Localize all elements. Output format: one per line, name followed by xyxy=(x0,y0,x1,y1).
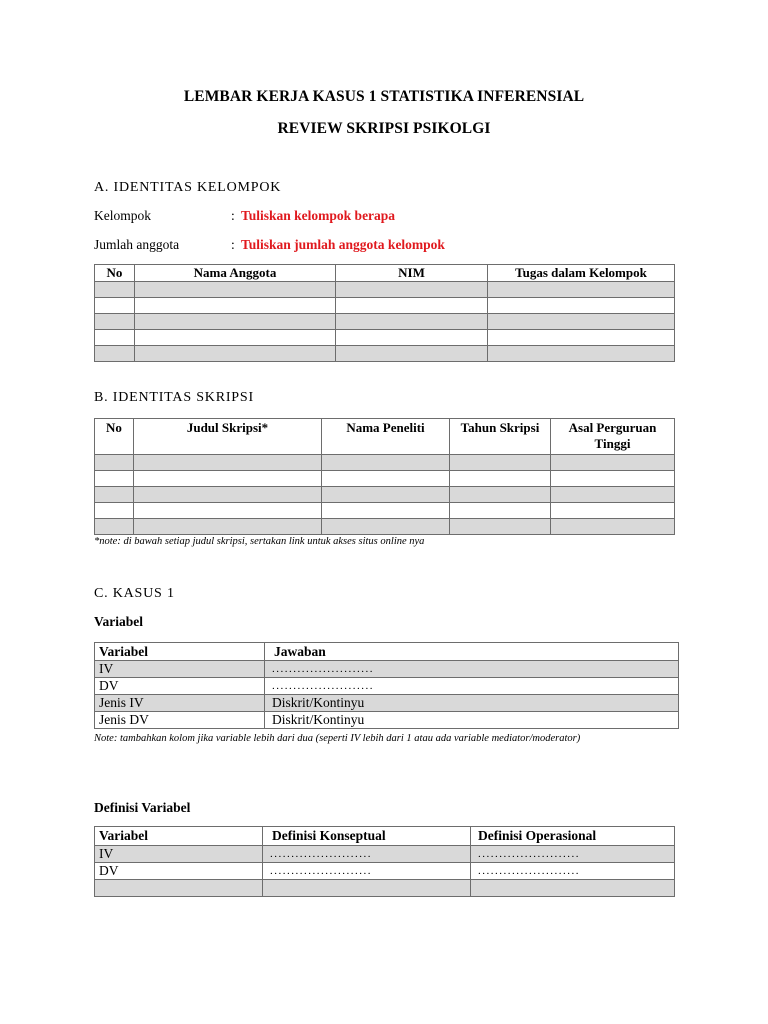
answer-cell[interactable]: ........................ xyxy=(263,846,471,863)
table-cell[interactable] xyxy=(134,471,322,487)
table-cell[interactable] xyxy=(336,298,488,314)
column-header: Asal Perguruan Tinggi xyxy=(551,419,675,455)
table-cell[interactable] xyxy=(95,282,135,298)
table-cell[interactable] xyxy=(322,519,450,535)
field-colon: : xyxy=(231,237,235,252)
column-header: Nama Peneliti xyxy=(322,419,450,455)
section-b-heading: B. IDENTITAS SKRIPSI xyxy=(94,390,254,405)
column-header: Variabel xyxy=(95,827,263,846)
column-header: No xyxy=(95,419,134,455)
table-cell[interactable] xyxy=(95,503,134,519)
column-header: Definisi Operasional xyxy=(471,827,675,846)
table-cell[interactable] xyxy=(135,346,336,362)
table-cell[interactable] xyxy=(322,455,450,471)
table-cell: IV xyxy=(95,846,263,863)
column-header: Judul Skripsi* xyxy=(134,419,322,455)
table-cell[interactable] xyxy=(322,471,450,487)
table-cell[interactable] xyxy=(134,503,322,519)
table-cell: Jenis IV xyxy=(95,695,265,712)
column-header: Definisi Konseptual xyxy=(263,827,471,846)
table-cell[interactable] xyxy=(551,455,675,471)
table-row xyxy=(95,487,675,503)
table-row xyxy=(95,298,675,314)
table-cell[interactable] xyxy=(488,346,675,362)
table-header-row xyxy=(95,265,675,282)
table-cell[interactable] xyxy=(551,519,675,535)
column-header: Jawaban xyxy=(265,643,679,661)
column-header: NIM xyxy=(336,265,488,282)
table-header-row xyxy=(95,643,679,661)
table-cell[interactable] xyxy=(336,346,488,362)
document-title: LEMBAR KERJA KASUS 1 STATISTIKA INFERENSIAL xyxy=(183,88,585,105)
field-label: Kelompok xyxy=(94,208,151,223)
column-header: Tahun Skripsi xyxy=(450,419,551,455)
definisi-variabel-table xyxy=(94,826,675,897)
table-cell[interactable] xyxy=(450,455,551,471)
table-cell[interactable] xyxy=(450,487,551,503)
column-header: Nama Anggota xyxy=(135,265,336,282)
table-cell[interactable] xyxy=(551,487,675,503)
column-header: No xyxy=(95,265,135,282)
table-header-row xyxy=(95,827,675,846)
field-colon: : xyxy=(231,208,235,223)
table-cell[interactable] xyxy=(95,314,135,330)
table-row xyxy=(95,346,675,362)
anggota-table xyxy=(94,264,675,362)
table-cell[interactable] xyxy=(551,471,675,487)
field-label: Jumlah anggota xyxy=(94,237,180,252)
table-cell[interactable] xyxy=(263,880,471,897)
table-cell[interactable] xyxy=(134,519,322,535)
skripsi-table xyxy=(94,418,675,535)
table-cell[interactable] xyxy=(135,314,336,330)
table-header-row xyxy=(95,419,675,455)
table-cell[interactable] xyxy=(322,487,450,503)
table-cell[interactable] xyxy=(336,314,488,330)
table-cell[interactable] xyxy=(95,519,134,535)
table-row xyxy=(95,519,675,535)
table-cell[interactable] xyxy=(95,880,263,897)
table-cell[interactable] xyxy=(488,298,675,314)
table-cell[interactable] xyxy=(450,503,551,519)
section-a-heading: A. IDENTITAS KELOMPOK xyxy=(94,180,282,195)
table-cell[interactable] xyxy=(135,298,336,314)
table-cell[interactable] xyxy=(95,487,134,503)
column-header: Variabel xyxy=(95,643,265,661)
table-row xyxy=(95,282,675,298)
field-value: Tuliskan jumlah anggota kelompok xyxy=(241,237,445,252)
column-header: Tugas dalam Kelompok xyxy=(488,265,675,282)
table-row xyxy=(95,863,675,880)
answer-cell[interactable]: ........................ xyxy=(471,863,675,880)
answer-cell[interactable]: Diskrit/Kontinyu xyxy=(265,695,679,712)
variabel-table xyxy=(94,642,679,729)
table-cell[interactable] xyxy=(336,330,488,346)
definisi-variabel-title: Definisi Variabel xyxy=(94,800,191,815)
table-row xyxy=(95,846,675,863)
answer-cell[interactable]: ........................ xyxy=(265,678,679,695)
table-cell[interactable] xyxy=(488,330,675,346)
table-cell[interactable] xyxy=(135,330,336,346)
table-row xyxy=(95,661,679,678)
section-c-heading: C. KASUS 1 xyxy=(94,586,175,601)
field-value: Tuliskan kelompok berapa xyxy=(241,208,396,223)
table-cell[interactable] xyxy=(336,282,488,298)
table-cell[interactable] xyxy=(95,471,134,487)
table-row xyxy=(95,314,675,330)
table-row xyxy=(95,455,675,471)
table-cell: DV xyxy=(95,678,265,695)
document-subtitle: REVIEW SKRIPSI PSIKOLGI xyxy=(277,120,491,137)
table-cell[interactable] xyxy=(95,455,134,471)
skripsi-note: *note: di bawah setiap judul skripsi, sertakan link untuk akses situs online nya xyxy=(94,536,425,547)
table-cell[interactable] xyxy=(95,346,135,362)
table-row xyxy=(95,678,679,695)
variabel-note: Note: tambahkan kolom jika variable lebih dari dua (seperti IV lebih dari 1 atau ada variable mediator/moderator) xyxy=(94,733,581,744)
table-cell[interactable] xyxy=(134,487,322,503)
table-cell[interactable] xyxy=(450,471,551,487)
table-cell[interactable] xyxy=(95,330,135,346)
table-row xyxy=(95,503,675,519)
table-row xyxy=(95,471,675,487)
table-cell[interactable] xyxy=(135,282,336,298)
answer-cell[interactable]: ........................ xyxy=(265,661,679,678)
table-cell[interactable] xyxy=(488,314,675,330)
answer-cell[interactable]: ........................ xyxy=(471,846,675,863)
table-cell[interactable] xyxy=(471,880,675,897)
table-cell[interactable] xyxy=(134,455,322,471)
table-cell[interactable] xyxy=(551,503,675,519)
table-cell: Jenis DV xyxy=(95,712,265,729)
table-cell[interactable] xyxy=(95,298,135,314)
table-row xyxy=(95,712,679,729)
table-cell: DV xyxy=(95,863,263,880)
table-cell[interactable] xyxy=(488,282,675,298)
table-cell[interactable] xyxy=(450,519,551,535)
table-cell[interactable] xyxy=(322,503,450,519)
table-row xyxy=(95,880,675,897)
variabel-title: Variabel xyxy=(94,614,144,629)
table-row xyxy=(95,330,675,346)
answer-cell[interactable]: Diskrit/Kontinyu xyxy=(265,712,679,729)
table-cell: IV xyxy=(95,661,265,678)
answer-cell[interactable]: ........................ xyxy=(263,863,471,880)
table-row xyxy=(95,695,679,712)
